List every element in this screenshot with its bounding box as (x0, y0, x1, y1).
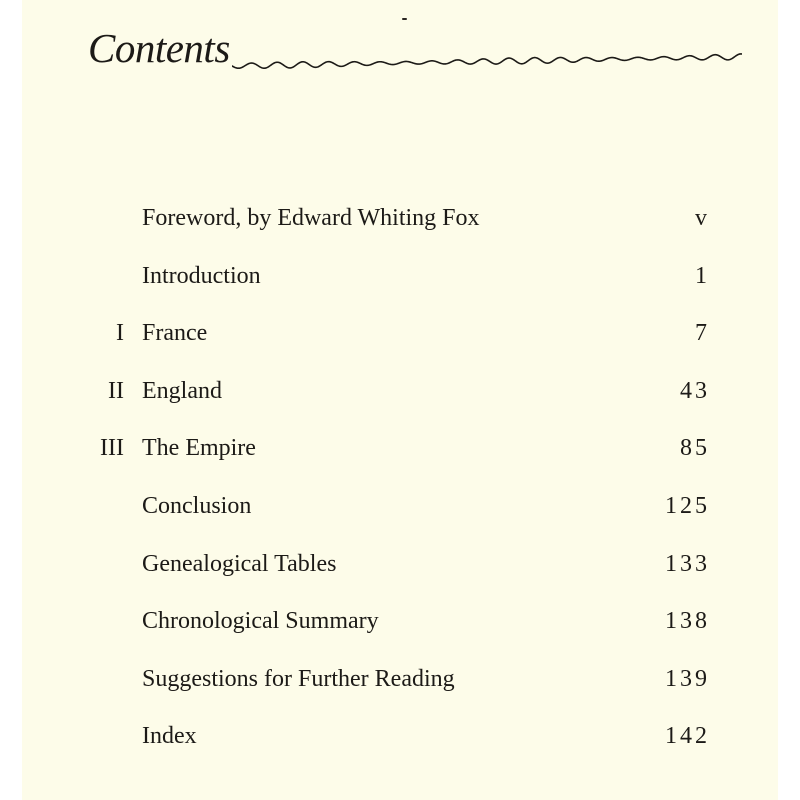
toc-entry[interactable] (22, 420, 778, 478)
toc-entry[interactable] (22, 651, 778, 709)
entry-title: Conclusion (142, 492, 252, 519)
entry-title: Foreword, by Edward Whiting Fox (142, 205, 480, 231)
toc-entry[interactable] (22, 190, 778, 248)
wavy-rule (232, 44, 742, 84)
entry-title: The Empire (142, 435, 256, 462)
page-number: 133 (665, 550, 710, 577)
toc-entry[interactable] (22, 305, 778, 363)
chapter-numeral: III (100, 435, 124, 462)
page-number: v (695, 205, 710, 231)
chapter-numeral: I (116, 320, 124, 347)
toc-entry[interactable] (22, 536, 778, 594)
toc-entry[interactable] (22, 363, 778, 421)
table-of-contents (22, 190, 778, 766)
contents-heading: Contents (88, 25, 230, 71)
entry-title: Index (142, 723, 197, 750)
toc-entry[interactable] (22, 593, 778, 651)
toc-entry[interactable] (22, 248, 778, 306)
entry-title: England (142, 377, 222, 404)
page-number: 85 (680, 435, 710, 462)
page-number: 125 (665, 492, 710, 519)
page-number: 43 (680, 377, 710, 404)
entry-title: Introduction (142, 262, 261, 289)
toc-entry[interactable] (22, 478, 778, 536)
chapter-numeral: II (108, 377, 124, 404)
entry-title: Suggestions for Further Reading (142, 665, 455, 692)
page-number: 142 (665, 723, 710, 750)
entry-title: Chronological Summary (142, 608, 379, 635)
page-number: 7 (695, 320, 710, 347)
ink-speck (402, 18, 407, 20)
page-number: 1 (695, 262, 710, 289)
toc-entry[interactable] (22, 708, 778, 766)
page-number: 139 (665, 665, 710, 692)
entry-title: Genealogical Tables (142, 550, 337, 577)
entry-title: France (142, 320, 208, 347)
page-number: 138 (665, 608, 710, 635)
